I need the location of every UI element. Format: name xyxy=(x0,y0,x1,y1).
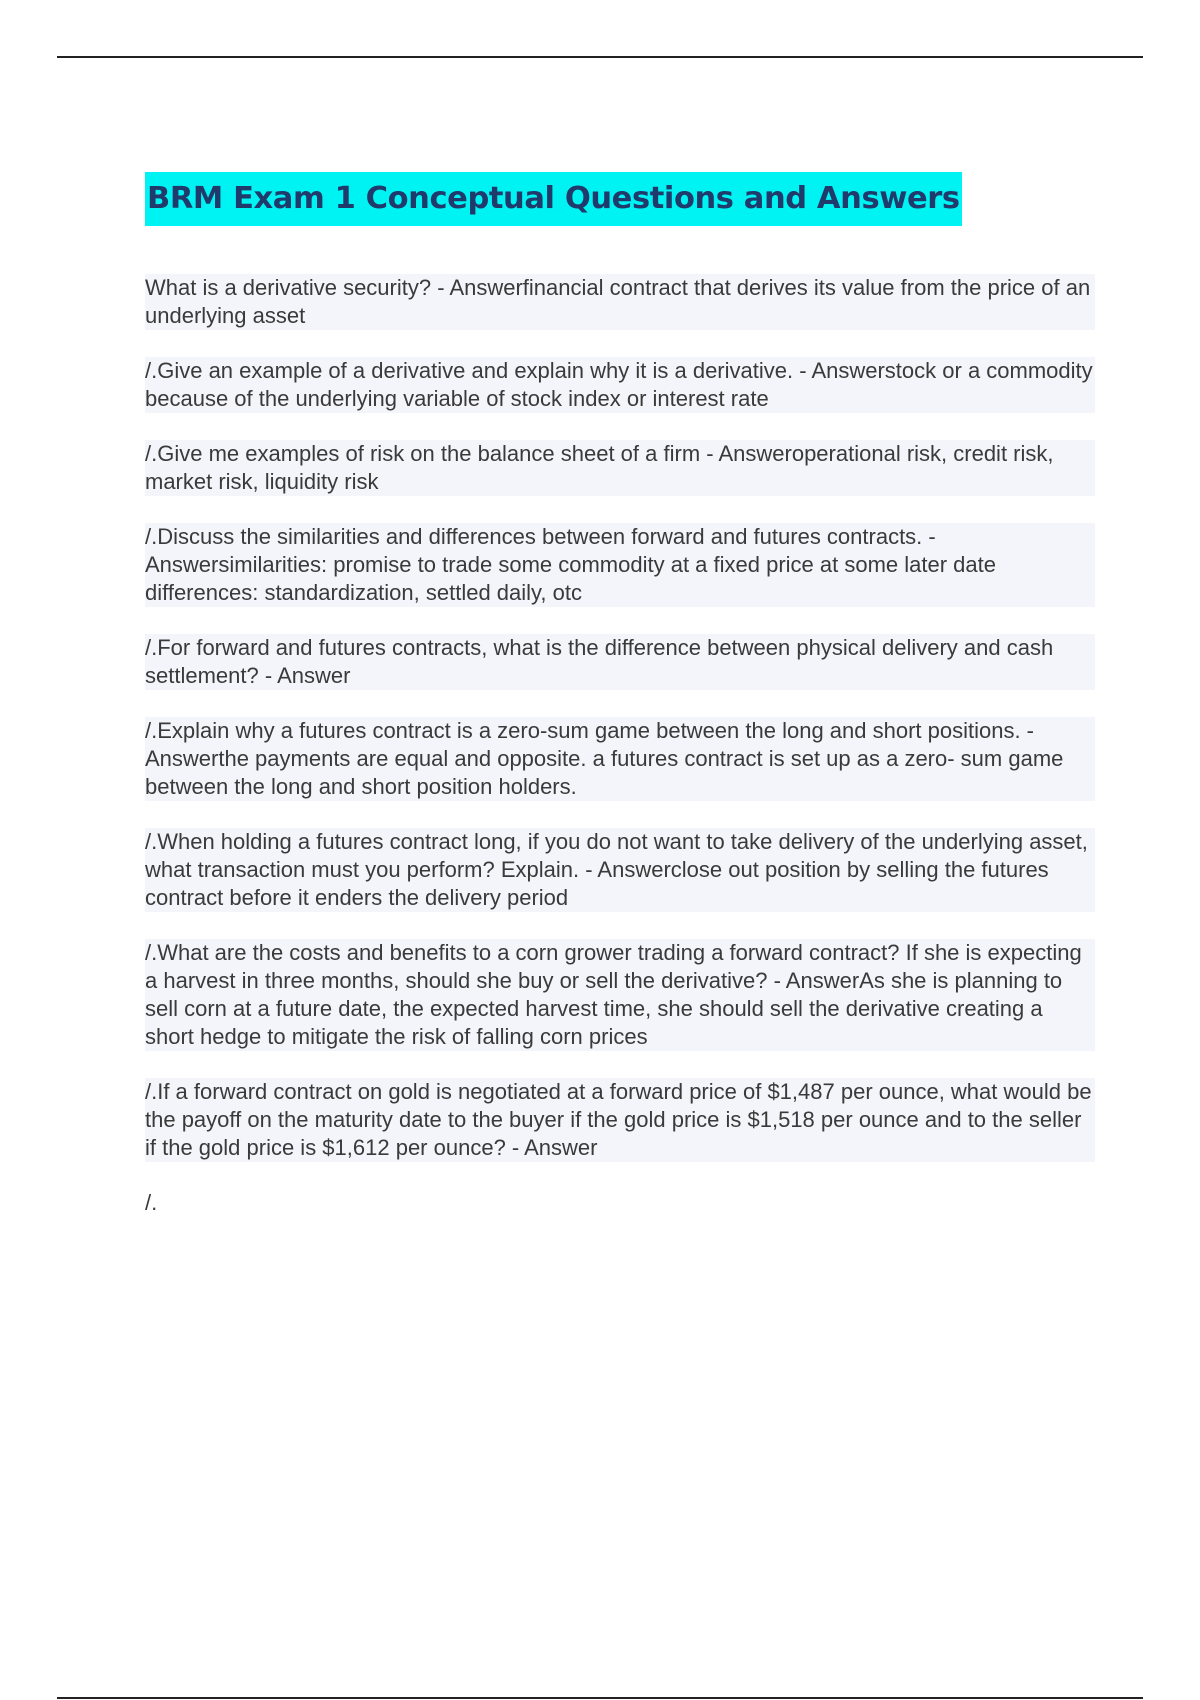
qa-item: /. xyxy=(145,1190,158,1215)
qa-item: /.Explain why a futures contract is a zero-sum game between the long and short positions. - Answerthe payments are equal and opposite. a futures contract is set up as a zero- sum game between the long and short position holders. xyxy=(145,717,1095,801)
title-highlight xyxy=(145,172,962,226)
qa-item: /.For forward and futures contracts, what is the difference between physical delivery and cash settlement? - Answer xyxy=(145,634,1095,690)
qa-item: /.Give an example of a derivative and explain why it is a derivative. - Answerstock or a commodity because of the underlying variable of stock index or interest rate xyxy=(145,357,1095,413)
header-rule xyxy=(57,56,1143,58)
qa-list xyxy=(145,274,1095,1244)
footer-rule xyxy=(57,1697,1143,1699)
qa-item: What is a derivative security? - Answerfinancial contract that derives its value from the price of an underlying asset xyxy=(145,274,1095,330)
qa-item: /.When holding a futures contract long, if you do not want to take delivery of the underlying asset, what transaction must you perform? Explain. - Answerclose out position by selling the futures contract before it enders the delivery period xyxy=(145,828,1095,912)
qa-item: /.Discuss the similarities and differences between forward and futures contracts. - Answersimilarities: promise to trade some commodity at a fixed price at some later date differences: standardization, settled daily, otc xyxy=(145,523,1095,607)
qa-item: /.If a forward contract on gold is negotiated at a forward price of $1,487 per ounce, what would be the payoff on the maturity date to the buyer if the gold price is $1,518 per ounce and to the seller if the gold price is $1,612 per ounce? - Answer xyxy=(145,1078,1095,1162)
qa-item: /.What are the costs and benefits to a corn grower trading a forward contract? If she is expecting a harvest in three months, should she buy or sell the derivative? - AnswerAs she is planning to sell corn at a future date, the expected harvest time, she should sell the derivative creating a short hedge to mitigate the risk of falling corn prices xyxy=(145,939,1095,1051)
document-title: BRM Exam 1 Conceptual Questions and Answers xyxy=(147,181,960,216)
qa-item: /.Give me examples of risk on the balance sheet of a firm - Answeroperational risk, credit risk, market risk, liquidity risk xyxy=(145,440,1095,496)
